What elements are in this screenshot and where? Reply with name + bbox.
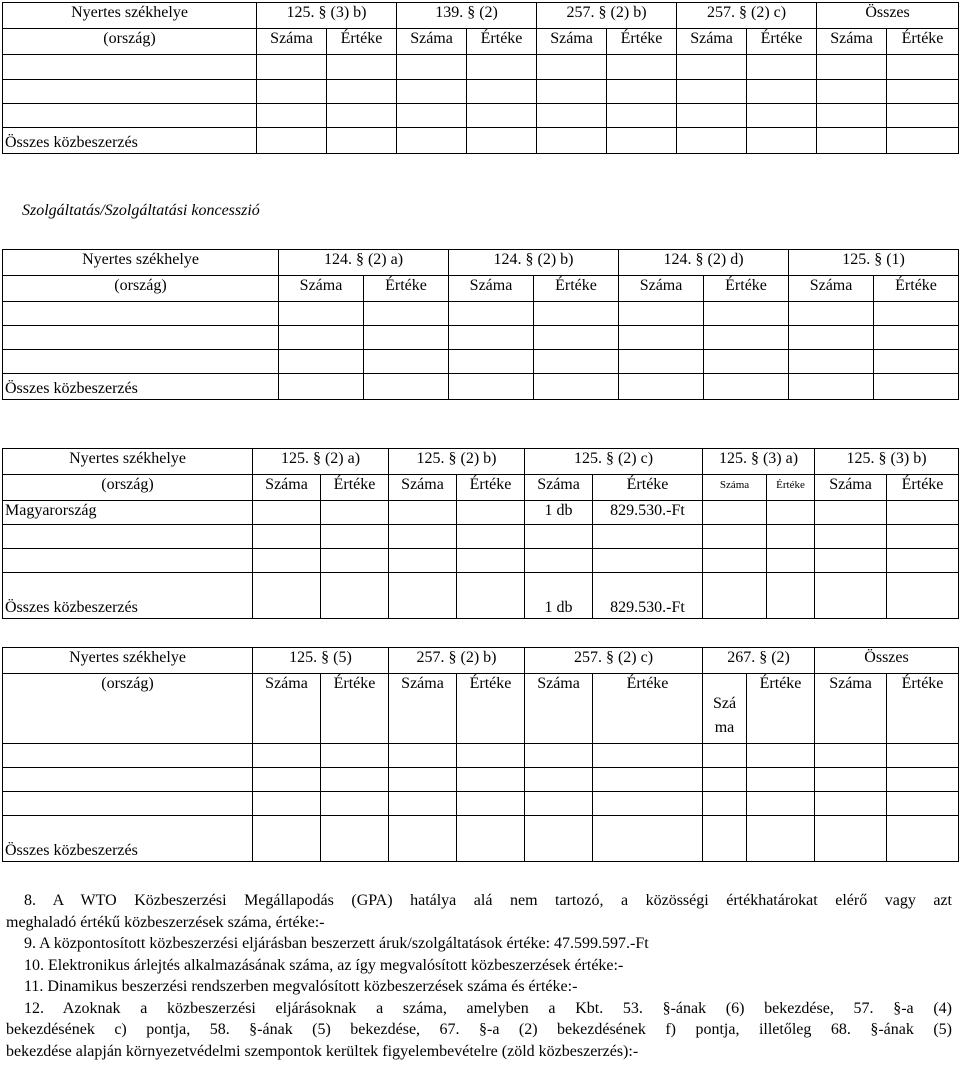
- table-row: [3, 302, 959, 326]
- count-header: Száma: [389, 475, 457, 501]
- paragraph-12-line: bekezdésének c) pontja, 58. §-ának (5) bekezdése, 67. §-a (2) bekezdésének f) pontja, illetőleg 68. §-ának (5): [6, 1021, 952, 1038]
- paragraph-8-line: 8. A WTO Közbeszerzési Megállapodás (GPA) hatálya alá nem tartozó, a közösségi értékhatárokat elérő vagy azt: [24, 892, 952, 909]
- value-header: Értéke: [457, 674, 525, 744]
- count-header: Száma: [253, 475, 321, 501]
- value-header: Értéke: [327, 29, 397, 55]
- group-header: 124. § (2) a): [279, 250, 449, 276]
- table-services-3: [2, 647, 959, 862]
- group-header: 125. § (2) a): [253, 449, 389, 475]
- table-row: [3, 501, 959, 525]
- table-row: [3, 549, 959, 573]
- count-header: Száma: [279, 276, 364, 302]
- count-header: Száma: [525, 475, 593, 501]
- table-row: [3, 326, 959, 350]
- count-header-wrapped: [703, 674, 747, 744]
- count-header: Száma: [677, 29, 747, 55]
- value-header: Értéke: [593, 674, 703, 744]
- count-header: Száma: [789, 276, 874, 302]
- total-label: Összes közbeszerzés: [3, 573, 253, 619]
- count-header: Száma: [817, 29, 887, 55]
- group-header: 267. § (2): [703, 648, 815, 674]
- country-header: (ország): [3, 29, 257, 55]
- winner-seat-header: Nyertes székhelye: [3, 250, 279, 276]
- report-paragraphs: [6, 890, 952, 1062]
- group-header: 139. § (2): [397, 3, 537, 29]
- total-label: Összes közbeszerzés: [3, 374, 279, 400]
- value-header: Értéke: [321, 674, 389, 744]
- group-header: 125. § (5): [253, 648, 389, 674]
- count-header: Száma: [525, 674, 593, 744]
- group-header: 257. § (2) c): [677, 3, 817, 29]
- country-cell: Magyarország: [3, 501, 253, 525]
- value-header: Értéke: [747, 674, 815, 744]
- table-services-2: [2, 448, 959, 619]
- group-header: 257. § (2) c): [525, 648, 703, 674]
- value-header: Értéke: [534, 276, 619, 302]
- value-header: Értéke: [321, 475, 389, 501]
- value-header: Értéke: [364, 276, 449, 302]
- group-header: 125. § (3) a): [703, 449, 815, 475]
- country-header: (ország): [3, 674, 253, 744]
- winner-seat-header: Nyertes székhelye: [3, 449, 253, 475]
- group-header: 125. § (3) b): [257, 3, 397, 29]
- count-header: Száma: [619, 276, 704, 302]
- group-header: Összes: [815, 648, 959, 674]
- paragraph-11: 11. Dinamikus beszerzési rendszerben megvalósított közbeszerzések száma és értéke:-: [24, 978, 578, 995]
- total-label: Összes közbeszerzés: [3, 816, 253, 862]
- value-header: Értéke: [887, 475, 959, 501]
- group-header: Összes: [817, 3, 959, 29]
- value-header: Értéke: [593, 475, 703, 501]
- country-header: (ország): [3, 475, 253, 501]
- group-header: 257. § (2) b): [537, 3, 677, 29]
- group-header: 124. § (2) b): [449, 250, 619, 276]
- table-services: [2, 249, 959, 400]
- total-count: 1 db: [525, 573, 593, 619]
- value-header: Értéke: [747, 29, 817, 55]
- group-header: 125. § (1): [789, 250, 959, 276]
- value-header: Értéke: [874, 276, 959, 302]
- group-header: 124. § (2) d): [619, 250, 789, 276]
- count-cell: 1 db: [525, 501, 593, 525]
- paragraph-8-line: meghaladó értékű közbeszerzések száma, értéke:-: [6, 913, 325, 931]
- winner-seat-header: Nyertes székhelye: [3, 3, 257, 29]
- value-header: Értéke: [467, 29, 537, 55]
- count-header: Száma: [253, 674, 321, 744]
- table-row: [3, 768, 959, 792]
- table-row: [3, 525, 959, 549]
- table-row: [3, 80, 959, 104]
- count-header: Száma: [389, 674, 457, 744]
- value-header: Értéke: [887, 674, 959, 744]
- table-row: [3, 792, 959, 816]
- count-header: Száma: [703, 475, 767, 501]
- value-header: Értéke: [767, 475, 815, 501]
- count-header: Száma: [815, 475, 887, 501]
- table-row: [3, 104, 959, 128]
- group-header: 125. § (3) b): [815, 449, 959, 475]
- group-header: 125. § (2) b): [389, 449, 525, 475]
- count-header: Száma: [815, 674, 887, 744]
- group-header: 257. § (2) b): [389, 648, 525, 674]
- total-value: 829.530.-Ft: [593, 573, 703, 619]
- paragraph-9: 9. A központosított közbeszerzési eljárásban beszerzett áruk/szolgáltatások értéke: 47.599.597.-Ft: [24, 935, 649, 952]
- count-header: Száma: [397, 29, 467, 55]
- group-header: 125. § (2) c): [525, 449, 703, 475]
- table-row: [3, 744, 959, 768]
- paragraph-12-line: bekezdése alapján környezetvédelmi szempontok kerültek figyelembevételre (zöld közbeszerzés):-: [6, 1042, 639, 1060]
- table-goods-continued: [2, 2, 959, 154]
- count-header-part: ma: [714, 719, 735, 736]
- paragraph-10: 10. Elektronikus árlejtés alkalmazásának száma, az így megvalósított közbeszerzések értéke:-: [24, 956, 624, 974]
- count-header: Száma: [449, 276, 534, 302]
- section-subtitle: Szolgáltatás/Szolgáltatási koncesszió: [22, 202, 260, 219]
- table-row: [3, 55, 959, 80]
- value-cell: 829.530.-Ft: [593, 501, 703, 525]
- value-header: Értéke: [887, 29, 959, 55]
- count-header: Száma: [537, 29, 607, 55]
- table-row: [3, 350, 959, 374]
- count-header: Száma: [257, 29, 327, 55]
- total-label: Összes közbeszerzés: [3, 128, 257, 154]
- country-header: (ország): [3, 276, 279, 302]
- winner-seat-header: Nyertes székhelye: [3, 648, 253, 674]
- paragraph-12-line: 12. Azoknak a közbeszerzési eljárásoknak a száma, amelyben a Kbt. 53. §-ának (6) bekezdése, 57. §-a (4): [24, 999, 952, 1017]
- value-header: Értéke: [704, 276, 789, 302]
- count-header-part: Szá: [712, 695, 737, 712]
- value-header: Értéke: [457, 475, 525, 501]
- value-header: Értéke: [607, 29, 677, 55]
